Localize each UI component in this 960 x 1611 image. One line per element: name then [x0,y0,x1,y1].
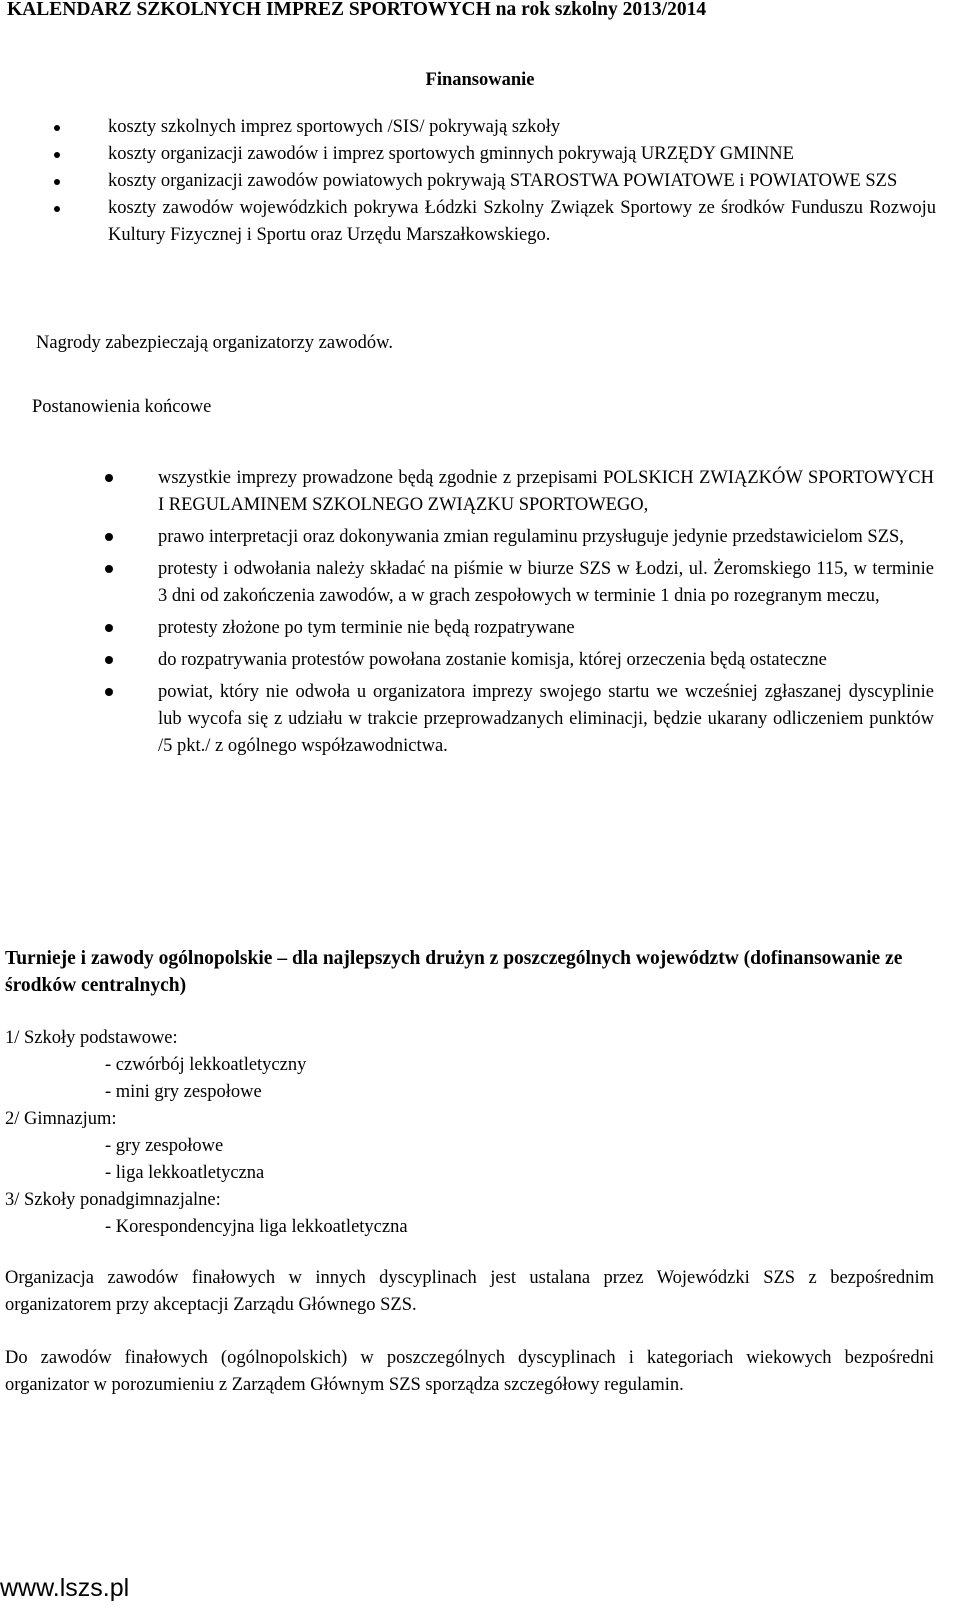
provision-item: prawo interpretacji oraz dokonywania zmian regulaminu przysługuje jedynie przedstawicielom SZS, [105,524,934,551]
financing-heading: Finansowanie [425,70,535,90]
school-level-label: 3/ Szkoły ponadgimnazjalne: [5,1190,221,1210]
competition-item: - mini gry zespołowe [105,1082,262,1102]
prizes-note: Nagrody zabezpieczają organizatorzy zawodów. [36,333,393,353]
school-level-label: 1/ Szkoły podstawowe: [5,1028,178,1048]
finals-paragraph: Do zawodów finałowych (ogólnopolskich) w poszczególnych dyscyplinach i kategoriach wiekowych bezpośredni organizator w porozumieniu z Zarządem Głównym SZS sporządza szczegółowy regulamin. [5,1348,934,1395]
footer-url: www.lszs.pl [0,1574,130,1602]
financing-item: koszty organizacji zawodów i imprez sportowych gminnych pokrywają URZĘDY GMINNE [54,141,936,168]
provision-item: protesty i odwołania należy składać na piśmie w biurze SZS w Łodzi, ul. Żeromskiego 115, w terminie 3 dni od zakończenia zawodów, a w grach zespołowych w terminie 1 dnia po rozegranym meczu, [105,556,934,610]
tournaments-heading: Turnieje i zawody ogólnopolskie – dla najlepszych drużyn z poszczególnych województw (dofinansowanie ze środków centralnych) [5,948,903,996]
financing-item: koszty szkolnych imprez sportowych /SIS/ pokrywają szkoły [54,114,936,141]
provision-item: wszystkie imprezy prowadzone będą zgodnie z przepisami POLSKICH ZWIĄZKÓW SPORTOWYCH I REGULAMINEM SZKOLNEGO ZWIĄZKU SPORTOWEGO, [105,465,934,519]
financing-item: koszty zawodów wojewódzkich pokrywa Łódzki Szkolny Związek Sportowy ze środków Funduszu Rozwoju Kultury Fizycznej i Sportu oraz Urzędu Marszałkowskiego. [54,195,936,249]
competition-item: - gry zespołowe [105,1136,224,1156]
provision-item: do rozpatrywania protestów powołana zostanie komisja, której orzeczenia będą ostateczne [105,647,934,674]
provision-item: powiat, który nie odwoła u organizatora imprezy swojego startu we wcześniej zgłaszanej dyscyplinie lub wycofa się z udziału w trakcie przeprowadzanych eliminacji, będzie ukarany odliczeniem punktów /5 pkt./ z ogólnego współzawodnictwa. [105,679,934,760]
provision-item: protesty złożone po tym terminie nie będą rozpatrywane [105,615,934,642]
school-level-label: 2/ Gimnazjum: [5,1109,117,1129]
organization-paragraph: Organizacja zawodów finałowych w innych dyscyplinach jest ustalana przez Wojewódzki SZS z bezpośrednim organizatorem przy akceptacji Zarządu Głównego SZS. [5,1268,934,1315]
financing-item: koszty organizacji zawodów powiatowych pokrywają STAROSTWA POWIATOWE i POWIATOWE SZS [54,168,936,195]
final-provisions-heading: Postanowienia końcowe [32,397,212,417]
final-provisions-list [105,465,934,765]
document-title: KALENDARZ SZKOLNYCH IMPREZ SPORTOWYCH na rok szkolny 2013/2014 [7,0,707,20]
competition-item: - czwórbój lekkoatletyczny [105,1055,307,1075]
school-levels [5,1025,408,1241]
competition-item: - Korespondencyjna liga lekkoatletyczna [105,1217,408,1237]
financing-list [54,114,936,249]
competition-item: - liga lekkoatletyczna [105,1163,265,1183]
